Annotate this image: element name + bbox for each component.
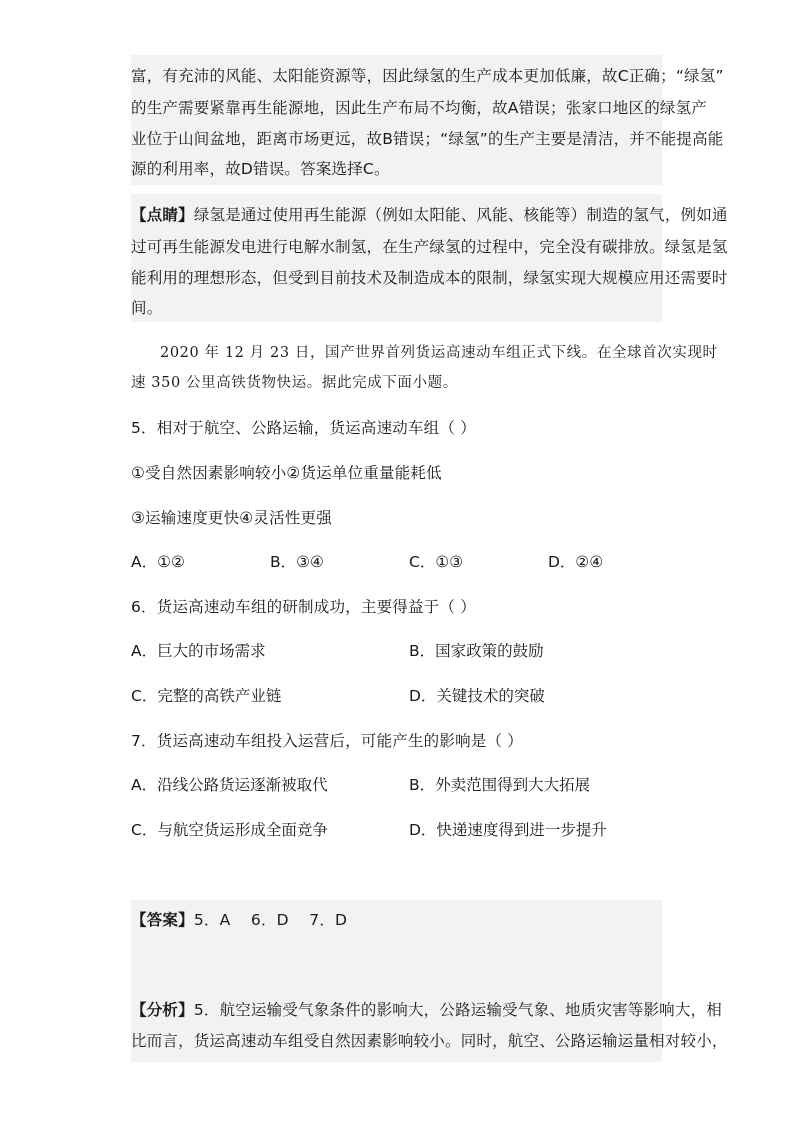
q6-option-c: C．完整的高铁产业链 bbox=[131, 687, 282, 705]
analysis2-text-1: 5．航空运输受气象条件的影响大，公路运输受气象、地质灾害等影响大，相 bbox=[193, 1001, 722, 1019]
q6-stem: 6．货运高速动车组的研制成功，主要得益于（ ） bbox=[131, 598, 476, 616]
q5-option-d: D．②④ bbox=[548, 553, 604, 571]
answer-text: 5．A 6．D 7．D bbox=[193, 911, 348, 929]
passage-line-2: 速 350 公里高铁货物快运。据此完成下面小题。 bbox=[131, 375, 458, 391]
analysis2-line-2: 比而言，货运高速动车组受自然因素影响较小。同时，航空、公路运输运量相对较小， bbox=[131, 1032, 728, 1050]
q5-option-b: B．③④ bbox=[270, 553, 324, 571]
analysis2-label: 【分析】 bbox=[131, 1001, 194, 1019]
analysis-line-3: 业位于山间盆地，距离市场更远，故B错误；“绿氢”的生产主要是清洁，并不能提高能 bbox=[131, 130, 724, 148]
q7-option-d: D．快递速度得到进一步提升 bbox=[409, 821, 607, 839]
analysis2-line-1 bbox=[131, 1000, 722, 1020]
q5-stem: 5．相对于航空、公路运输，货运高速动车组（ ） bbox=[131, 419, 476, 437]
comment-line-3: 能利用的理想形态，但受到目前技术及制造成本的限制，绿氢实现大规模应用还需要时 bbox=[131, 269, 728, 287]
q6-option-a: A．巨大的市场需求 bbox=[131, 642, 266, 660]
comment-line-2: 过可再生能源发电进行电解水制氢，在生产绿氢的过程中，完全没有碳排放。绿氢是氢 bbox=[131, 238, 728, 256]
q7-stem: 7．货运高速动车组投入运营后，可能产生的影响是（ ） bbox=[131, 732, 523, 750]
q6-option-b: B．国家政策的鼓励 bbox=[409, 642, 544, 660]
comment-line-4: 间。 bbox=[131, 299, 163, 317]
q7-option-a: A．沿线公路货运逐渐被取代 bbox=[131, 776, 328, 794]
q5-statements-1: ①受自然因素影响较小②货运单位重量能耗低 bbox=[131, 464, 442, 482]
q5-option-a: A．①② bbox=[131, 553, 185, 571]
analysis-line-2: 的生产需要紧靠再生能源地，因此生产布局不均衡，故A错误；张家口地区的绿氢产 bbox=[131, 99, 708, 117]
comment-text-1: 绿氢是通过使用再生能源（例如太阳能、风能、核能等）制造的氢气，例如通 bbox=[193, 206, 728, 224]
answer-label: 【答案】 bbox=[131, 911, 194, 929]
q5-statements-2: ③运输速度更快④灵活性更强 bbox=[131, 509, 332, 527]
comment-line-1 bbox=[131, 205, 728, 225]
comment-label: 【点睛】 bbox=[131, 206, 194, 224]
q7-option-b: B．外卖范围得到大大拓展 bbox=[409, 776, 591, 794]
q6-option-d: D．关键技术的突破 bbox=[409, 687, 545, 705]
analysis-line-1: 富，有充沛的风能、太阳能资源等，因此绿氢的生产成本更加低廉，故C正确；“绿氢” bbox=[131, 67, 724, 85]
analysis-line-4: 源的利用率，故D错误。答案选择C。 bbox=[131, 160, 390, 178]
q5-option-c: C．①③ bbox=[409, 553, 464, 571]
q7-option-c: C．与航空货运形成全面竞争 bbox=[131, 821, 328, 839]
passage-line-1: 2020 年 12 月 23 日，国产世界首列货运高速动车组正式下线。在全球首次实现时 bbox=[160, 345, 718, 361]
answer-line bbox=[131, 910, 347, 930]
